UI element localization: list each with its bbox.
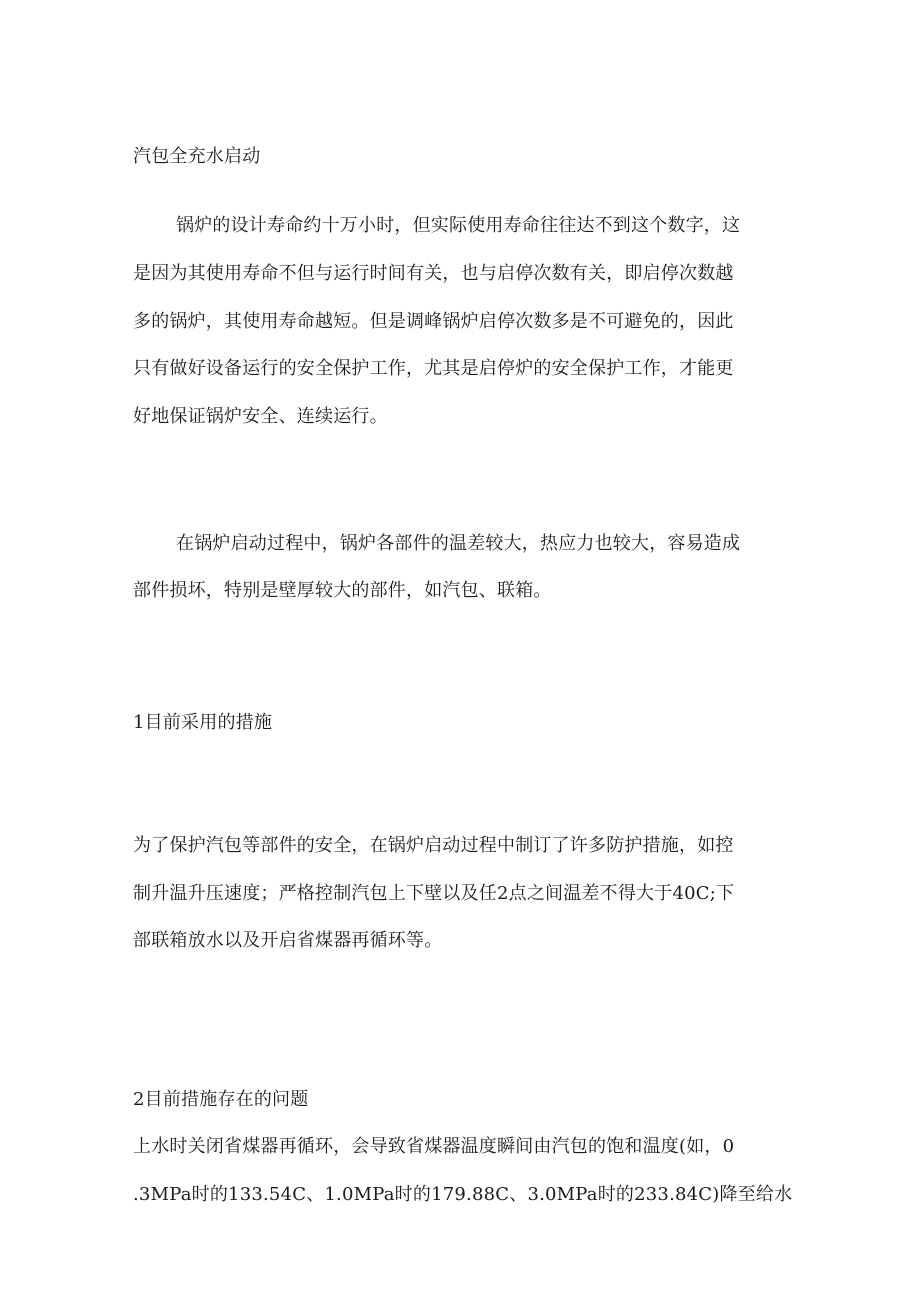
section1-line-2: 制升温升压速度；严格控制汽包上下壁以及任2点之间温差不得大于40C;下 <box>133 883 735 904</box>
section2-heading: 2目前措施存在的问题 <box>133 1089 309 1110</box>
section2-line-2: .3MPa时的133.54C、1.0MPa时的179.88C、3.0MPa时的233.84C)降至给水 <box>133 1184 793 1205</box>
intro-line-4: 只有做好设备运行的安全保护工作，尤其是启停炉的安全保护工作，才能更 <box>133 358 734 379</box>
intro-line-5: 好地保证锅炉安全、连续运行。 <box>133 406 388 427</box>
second-para-line-2: 部件损坏，特别是壁厚较大的部件，如汽包、联箱。 <box>133 580 552 601</box>
section1-line-3: 部联箱放水以及开启省煤器再循环等。 <box>133 930 443 951</box>
section2-line-1: 上水时关闭省煤器再循环，会导致省煤器温度瞬间由汽包的饱和温度(如，0 <box>133 1136 735 1157</box>
intro-line-2: 是因为其使用寿命不但与运行时间有关，也与启停次数有关，即启停次数越 <box>133 263 734 284</box>
section1-heading: 1目前采用的措施 <box>133 712 273 733</box>
section1-line-1: 为了保护汽包等部件的安全，在锅炉启动过程中制订了许多防护措施，如控 <box>133 835 734 856</box>
intro-line-3: 多的锅炉，其使用寿命越短。但是调峰锅炉启停次数多是不可避免的，因此 <box>133 311 734 332</box>
intro-line-1: 锅炉的设计寿命约十万小时，但实际使用寿命往往达不到这个数字，这 <box>176 215 741 236</box>
document-title: 汽包全充水启动 <box>133 146 261 167</box>
second-para-line-1: 在锅炉启动过程中，锅炉各部件的温差较大，热应力也较大，容易造成 <box>176 533 741 554</box>
